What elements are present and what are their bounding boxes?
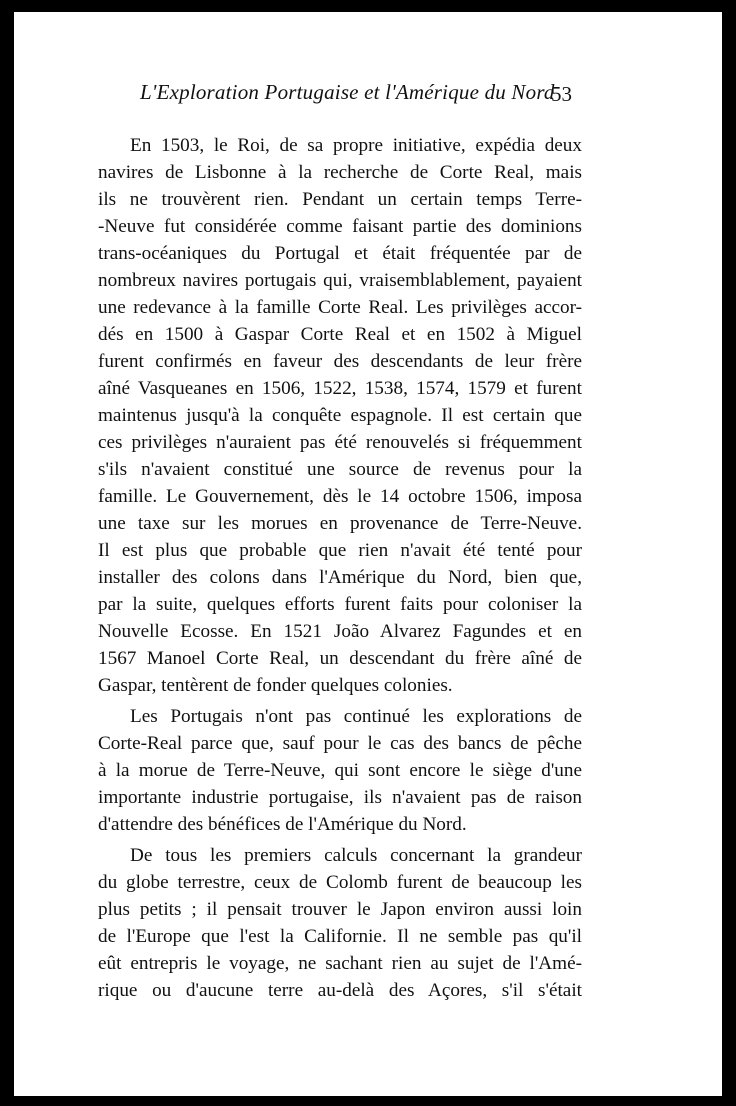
text-line: dés en 1500 à Gaspar Corte Real et en 1502 à Miguel — [98, 324, 582, 345]
text-line: furent confirmés en faveur des descendants de leur frère — [98, 351, 582, 372]
text-line: De tous les premiers calculs concernant la grandeur — [130, 845, 582, 866]
text-line: ils ne trouvèrent rien. Pendant un certain temps Terre- — [98, 189, 582, 210]
running-title: L'Exploration Portugaise et l'Amérique du Nord — [140, 80, 555, 104]
text-line: d'attendre des bénéfices de l'Amérique du Nord. — [98, 814, 467, 835]
text-line: Les Portugais n'ont pas continué les explorations de — [130, 706, 582, 727]
text-line: Il est plus que probable que rien n'avait été tenté pour — [98, 540, 582, 561]
text-line: de l'Europe que l'est la Californie. Il ne semble pas qu'il — [98, 926, 582, 947]
text-line: Nouvelle Ecosse. En 1521 João Alvarez Fagundes et en — [98, 621, 582, 642]
text-line: 1567 Manoel Corte Real, un descendant du frère aîné de — [98, 648, 582, 669]
page-number: 53 — [551, 82, 572, 106]
text-line: une taxe sur les morues en provenance de Terre-Neuve. — [98, 513, 582, 534]
text-line: rique ou d'aucune terre au-delà des Açores, s'il s'était — [98, 980, 582, 1001]
text-line: plus petits ; il pensait trouver le Japon environ aussi loin — [98, 899, 582, 920]
text-line: à la morue de Terre-Neuve, qui sont encore le siège d'une — [98, 760, 582, 781]
text-line: navires de Lisbonne à la recherche de Corte Real, mais — [98, 162, 582, 183]
text-line: importante industrie portugaise, ils n'avaient pas de raison — [98, 787, 582, 808]
text-line: eût entrepris le voyage, ne sachant rien au sujet de l'Amé- — [98, 953, 582, 974]
text-line: installer des colons dans l'Amérique du Nord, bien que, — [98, 567, 582, 588]
text-line: En 1503, le Roi, de sa propre initiative, expédia deux — [130, 135, 582, 156]
text-line: s'ils n'avaient constitué une source de revenus pour la — [98, 459, 582, 480]
text-line: aîné Vasqueanes en 1506, 1522, 1538, 1574, 1579 et furent — [98, 378, 582, 399]
paragraph — [98, 842, 582, 1004]
text-line: Gaspar, tentèrent de fonder quelques colonies. — [98, 675, 453, 696]
running-head — [140, 80, 572, 110]
text-line: ces privilèges n'auraient pas été renouvelés si fréquemment — [98, 432, 582, 453]
paragraph — [98, 703, 582, 838]
paragraph — [98, 132, 582, 699]
text-line: par la suite, quelques efforts furent faits pour coloniser la — [98, 594, 582, 615]
text-line: -Neuve fut considérée comme faisant partie des dominions — [98, 216, 582, 237]
book-page — [12, 10, 722, 1096]
text-line: Corte-Real parce que, sauf pour le cas des bancs de pêche — [98, 733, 582, 754]
text-line: du globe terrestre, ceux de Colomb furent de beaucoup les — [98, 872, 582, 893]
body-text — [98, 132, 582, 1004]
text-line: maintenus jusqu'à la conquête espagnole. Il est certain que — [98, 405, 582, 426]
text-line: trans-océaniques du Portugal et était fréquentée par de — [98, 243, 582, 264]
text-line: une redevance à la famille Corte Real. Les privilèges accor- — [98, 297, 582, 318]
text-line: nombreux navires portugais qui, vraisemblablement, payaient — [98, 270, 582, 291]
text-line: famille. Le Gouvernement, dès le 14 octobre 1506, imposa — [98, 486, 582, 507]
